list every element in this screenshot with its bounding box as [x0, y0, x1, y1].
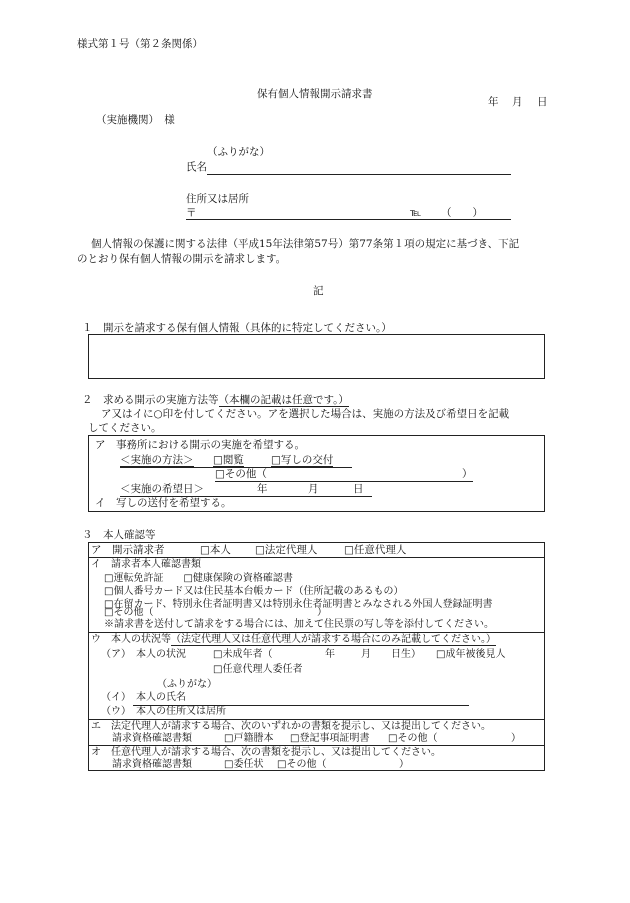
- principal-address-label: （ウ） 本人の住所又は居所: [101, 706, 226, 717]
- delegator-checkbox[interactable]: □任意代理人委任者: [213, 664, 303, 675]
- tel-mark: ℡: [410, 207, 422, 219]
- date-day-label: 日: [537, 96, 548, 108]
- section2-instruction-1: ア又はイに○印を付してください。アを選択した場合は、実施の方法及び希望日を記載: [101, 408, 510, 420]
- id-docs-line-3[interactable]: □在留カード、特別永住者証明書又は特別永住者証明書とみなされる外国人登録証明書: [104, 599, 493, 610]
- intro-line-2: のとおり保有個人情報の開示を請求します。: [77, 253, 287, 265]
- section3-title: ３ 本人確認等: [82, 529, 156, 541]
- desired-date-year: 年: [257, 483, 268, 495]
- id-docs-note: ※請求書を送付して請求をする場合には、加えて住民票の写し等を添付してください。: [104, 619, 494, 630]
- minor-birth-month: 月: [361, 649, 371, 660]
- requester-self-checkbox[interactable]: □本人: [200, 544, 231, 556]
- date-month-label: 月: [512, 96, 523, 108]
- method-label: ＜実施の方法＞: [120, 454, 194, 466]
- method-other-close: ）: [462, 468, 473, 480]
- adult-guardian-checkbox[interactable]: □成年被後見人: [436, 649, 506, 660]
- desired-date-label: ＜実施の希望日＞: [120, 483, 204, 495]
- section2-instruction-2: してください。: [88, 422, 162, 434]
- ki-heading: 記: [313, 285, 324, 297]
- id-docs-line-1[interactable]: □運転免許証 □健康保険の資格確認書: [104, 573, 293, 584]
- legal-agent-other-close: ）: [511, 733, 521, 744]
- applicant-name-field[interactable]: [207, 174, 511, 175]
- voluntary-agent-instruction: オ 任意代理人が請求する場合、次の書類を提示し、又は提出してください。: [91, 747, 441, 758]
- method-copy-checkbox[interactable]: □写しの交付: [271, 454, 334, 466]
- legal-agent-other-checkbox[interactable]: □その他（: [388, 733, 438, 744]
- family-register-checkbox[interactable]: □戸籍謄本: [224, 733, 274, 744]
- minor-birth-year: 年: [325, 649, 335, 660]
- minor-birth-day: 日生）: [391, 649, 421, 660]
- principal-name-label: （イ） 本人の氏名: [101, 692, 186, 703]
- principal-status-label: （ア） 本人の状況: [101, 649, 186, 660]
- voluntary-agent-other-checkbox[interactable]: □その他（: [277, 759, 327, 770]
- tel-parens: （ ）: [441, 207, 483, 219]
- form-number: 様式第１号（第２条関係）: [77, 38, 203, 50]
- applicant-name-label: 氏名: [186, 161, 207, 173]
- applicant-furigana-label: （ふりがな）: [207, 146, 270, 158]
- section2-title-main: ２ 求める開示の実施方法等: [82, 394, 219, 406]
- option-a-office[interactable]: ア 事務所における開示の実施を希望する。: [95, 439, 305, 451]
- applicant-address-label: 住所又は居所: [186, 193, 249, 205]
- principal-status-heading: ウ 本人の状況等（法定代理人又は任意代理人が請求する場合にのみ記載してください。）: [91, 634, 496, 645]
- method-view-checkbox[interactable]: □閲覧: [213, 454, 244, 466]
- principal-furigana-label: （ふりがな）: [157, 679, 217, 690]
- minor-checkbox[interactable]: □未成年者（: [213, 649, 273, 660]
- principal-address-field[interactable]: [133, 719, 469, 720]
- voluntary-agent-doc-label: 請求資格確認書類: [112, 759, 192, 770]
- desired-date-day: 日: [353, 483, 364, 495]
- section1-title: １ 開示を請求する保有個人情報（具体的に特定してください。）: [82, 322, 392, 334]
- addressee: （実施機関） 様: [96, 114, 175, 126]
- registry-certificate-checkbox[interactable]: □登記事項証明書: [290, 733, 370, 744]
- legal-agent-doc-label: 請求資格確認書類: [112, 733, 192, 744]
- desired-date-month: 月: [308, 483, 319, 495]
- requester-legal-agent-checkbox[interactable]: □法定代理人: [255, 544, 318, 556]
- option-b-mail[interactable]: イ 写しの送付を希望する。: [95, 497, 232, 509]
- requester-voluntary-agent-checkbox[interactable]: □任意代理人: [344, 544, 407, 556]
- method-other-field[interactable]: [215, 481, 473, 482]
- id-docs-label: イ 請求者本人確認書類: [91, 559, 201, 570]
- date-year-label: 年: [488, 96, 499, 108]
- postal-mark: 〒: [186, 207, 197, 219]
- id-docs-other-close: ）: [317, 607, 327, 618]
- id-docs-line-2[interactable]: □個人番号カード又は住民基本台帳カード（住所記載のあるもの）: [104, 586, 404, 597]
- intro-line-1: 個人情報の保護に関する法律（平成15年法律第57号）第77条第１項の規定に基づき、下記: [91, 238, 520, 250]
- power-of-attorney-checkbox[interactable]: □委任状: [224, 759, 264, 770]
- section2-title: [82, 394, 349, 407]
- legal-agent-instruction: エ 法定代理人が請求する場合、次のいずれかの書類を提示し、又は提出してください。: [91, 721, 491, 732]
- method-other-checkbox[interactable]: □その他（: [215, 468, 267, 480]
- section2-title-note: （本欄の記載は任意です。）: [218, 394, 349, 406]
- applicant-address-field[interactable]: [186, 219, 511, 220]
- voluntary-agent-other-close: ）: [399, 759, 409, 770]
- requester-label: ア 開示請求者: [91, 544, 165, 556]
- page-title: 保有個人情報開示請求書: [257, 88, 373, 100]
- id-docs-other-checkbox[interactable]: □その他（: [104, 607, 154, 618]
- section1-info-box[interactable]: [88, 334, 545, 379]
